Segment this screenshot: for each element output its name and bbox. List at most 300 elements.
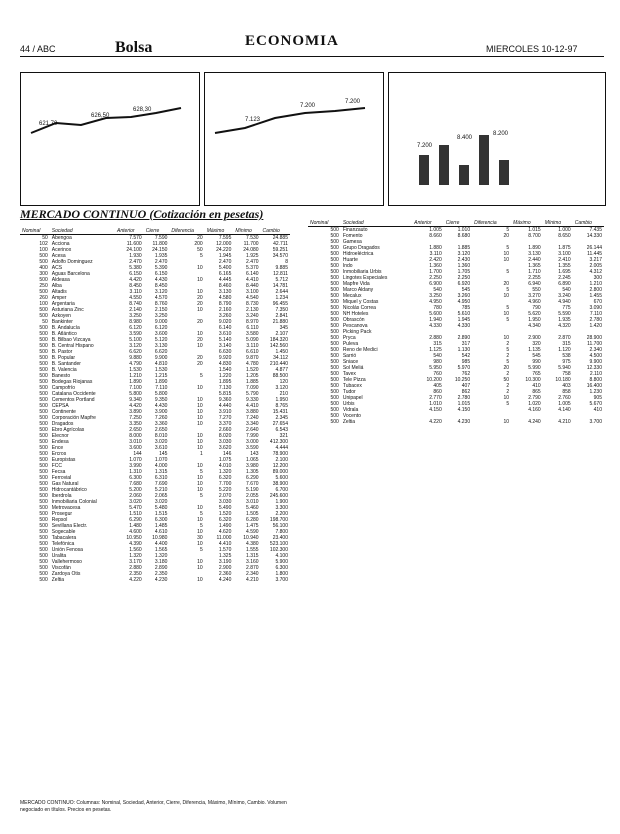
table-cell: 4.950: [457, 299, 471, 305]
table-cell: 4.220: [129, 577, 142, 583]
table-cell: 3.130: [154, 343, 168, 349]
table-cell: 8.740: [129, 301, 142, 307]
table-cell: 7.680: [129, 481, 142, 487]
table-cell: 1: [199, 451, 203, 457]
table-cell: 16.400: [586, 383, 602, 389]
table-cell: 1.540: [218, 367, 232, 373]
table-cell: 4.940: [558, 299, 571, 305]
table-cell: Aldeasa: [51, 277, 70, 283]
chart-1-label-3: 628,30: [133, 107, 152, 113]
table-cell: 7.110: [155, 385, 168, 391]
table-cell: 24.080: [243, 247, 259, 253]
table-cell: Bankinter: [51, 319, 73, 325]
table-cell: 500: [330, 419, 339, 425]
table-cell: 3.700: [275, 577, 288, 583]
table-cell: 500: [39, 493, 48, 499]
table-cell: 10: [197, 397, 203, 403]
table-cell: Sarrió: [342, 353, 357, 359]
table-cell: 5.210: [154, 487, 168, 493]
table-cell: 1.930: [129, 253, 142, 259]
table-cell: 500: [330, 245, 339, 251]
table-cell: 5.480: [154, 505, 168, 511]
table-cell: 5.100: [129, 337, 142, 343]
table-cell: 7.435: [589, 227, 602, 233]
table-cell: 500: [39, 349, 48, 355]
table-cell: 3.110: [429, 251, 442, 257]
chart-3: [388, 72, 606, 206]
table-cell: 4.580: [218, 295, 232, 301]
table-cell: 15.431: [272, 409, 288, 415]
table-cell: 3.980: [246, 463, 259, 469]
table-cell: 5.470: [129, 505, 142, 511]
table-cell: 102: [39, 241, 48, 247]
table-cell: 5.390: [154, 265, 168, 271]
table-cell: 3.910: [218, 409, 232, 415]
table-cell: 500: [39, 517, 48, 523]
table-cell: 3.700: [589, 419, 602, 425]
table-cell: 3.990: [129, 463, 142, 469]
table-cell: 4.010: [218, 463, 232, 469]
table-cell: 11.000: [216, 535, 232, 541]
table-cell: 550: [532, 287, 541, 293]
table-cell: 3.140: [218, 343, 232, 349]
table-cell: 3.020: [154, 499, 168, 505]
table-cell: 3.090: [589, 305, 602, 311]
table-cell: 2.900: [528, 335, 541, 341]
table-cell: 540: [433, 353, 442, 359]
table-cell: 500: [39, 547, 48, 553]
table-cell: 38.900: [272, 481, 288, 487]
table-cell: 3.250: [154, 313, 168, 319]
table-cell: 7.530: [246, 235, 259, 241]
table-cell: 5.490: [218, 505, 232, 511]
col-sociedad: Sociedad: [50, 224, 115, 235]
table-cell: 5.790: [246, 391, 259, 397]
table-cell: Urbis: [342, 401, 355, 407]
table-cell: 9.360: [218, 397, 232, 403]
table-cell: Continente: [51, 409, 76, 415]
table-cell: 1.570: [218, 547, 232, 553]
table-cell: 3.580: [246, 331, 259, 337]
table-cell: 3.110: [129, 289, 142, 295]
col-diferencia: Diferencia: [169, 224, 204, 235]
table-cell: 500: [39, 433, 48, 439]
table-cell: 542: [461, 353, 471, 359]
table-cell: Abengoa: [51, 235, 72, 241]
table-cell: 12.200: [272, 463, 288, 469]
table-cell: 1.305: [246, 469, 259, 475]
table-cell: 1.130: [457, 347, 471, 353]
table-cell: 500: [39, 361, 48, 367]
table-cell: 5: [506, 305, 510, 311]
table-cell: Catalana Occidente: [51, 391, 96, 397]
table-cell: 6.165: [218, 271, 232, 277]
table-cell: 500: [330, 251, 339, 257]
table-cell: 9.340: [129, 397, 142, 403]
table-cell: 500: [330, 299, 339, 305]
table-cell: 2.345: [275, 415, 288, 421]
table-cell: B. Bilbao Vizcaya: [51, 337, 91, 343]
table-cell: 10: [197, 277, 203, 283]
table-cell: 1.890: [154, 379, 168, 385]
table-cell: Altadis: [51, 289, 67, 295]
table-cell: 500: [39, 463, 48, 469]
table-cell: Zardoya Otis: [51, 571, 81, 577]
table-cell: 1.565: [154, 547, 168, 553]
table-cell: 975: [562, 359, 571, 365]
table-cell: Vidrala: [342, 407, 359, 413]
table-cell: 500: [330, 329, 339, 335]
table-cell: 1.505: [246, 511, 259, 517]
table-cell: 5.610: [457, 311, 471, 317]
table-cell: 10: [197, 331, 203, 337]
table-cell: 500: [330, 347, 339, 353]
table-cell: 2: [506, 353, 510, 359]
footnote: MERCADO CONTINUO: Columnas: Nominal, Sociedad, Anterior, Cierre, Diferencia, Máximo, Mínimo, Cambio. Volumen negociado en títulos. Precios en pesetas.: [20, 800, 287, 813]
table-cell: 9.900: [154, 355, 168, 361]
table-cell: 24.885: [272, 235, 288, 241]
table-cell: 1.885: [246, 379, 259, 385]
table-cell: 1.420: [589, 323, 602, 329]
table-cell: Mapfre Vida: [342, 281, 370, 287]
table-cell: 120: [279, 379, 288, 385]
table-cell: 500: [39, 577, 48, 583]
table-cell: 500: [330, 335, 339, 341]
chart-3-bar-3: [459, 165, 469, 185]
table-cell: 2.760: [558, 395, 571, 401]
table-cell: 34.112: [273, 355, 288, 361]
table-cell: Pescanova: [342, 323, 368, 329]
table-cell: 4.444: [275, 445, 288, 451]
table-cell: 980: [433, 359, 442, 365]
table-cell: 412.300: [269, 439, 288, 445]
table-cell: 500: [330, 353, 339, 359]
table-cell: Huarte: [342, 257, 358, 263]
table-cell: 10: [197, 481, 203, 487]
table-cell: Asturiana Zinc: [51, 307, 84, 313]
table-cell: 2: [506, 371, 510, 377]
table-cell: 540: [562, 287, 571, 293]
table-cell: 24.100: [126, 247, 142, 253]
table-cell: 9.000: [154, 319, 168, 325]
table-cell: 6.120: [129, 325, 142, 331]
table-cell: 500: [39, 385, 48, 391]
table-cell: 2.060: [129, 493, 142, 499]
table-cell: 9.880: [129, 355, 142, 361]
table-cell: 5: [506, 245, 510, 251]
table-cell: 5.380: [129, 265, 142, 271]
table-cell: 10: [197, 577, 203, 583]
table-cell: Cementos Portland: [51, 397, 95, 403]
table-cell: 2.340: [589, 347, 602, 353]
table-cell: 500: [330, 395, 339, 401]
table-cell: 500: [39, 487, 48, 493]
table-cell: 10.300: [525, 377, 541, 383]
table-cell: 1.065: [246, 457, 259, 463]
table-cell: 6.920: [457, 281, 471, 287]
table-cell: 4.445: [218, 277, 232, 283]
chart-1-plot: [21, 73, 199, 205]
table-cell: 1.070: [154, 457, 168, 463]
table-cell: 760: [433, 371, 442, 377]
table-cell: 3.180: [154, 559, 168, 565]
table-cell: 14.330: [586, 233, 602, 239]
table-cell: Tavex: [342, 371, 356, 377]
table-cell: 775: [562, 305, 571, 311]
table-cell: 56.100: [272, 523, 288, 529]
table-cell: 42.711: [273, 241, 288, 247]
table-cell: 500: [39, 499, 48, 505]
table-cell: 20: [197, 319, 203, 325]
table-cell: 500: [39, 403, 48, 409]
table-cell: 3.100: [246, 289, 259, 295]
table-cell: 10: [197, 343, 203, 349]
table-cell: 9.870: [246, 355, 259, 361]
table-cell: 500: [39, 469, 48, 475]
table-cell: 10: [503, 311, 510, 317]
table-cell: 2.160: [218, 307, 232, 313]
table-cell: 10: [503, 251, 510, 257]
table-cell: 88.500: [272, 373, 288, 379]
table-cell: 2.800: [589, 287, 602, 293]
table-cell: 2.140: [129, 307, 142, 313]
table-cell: 3.250: [429, 293, 442, 299]
table-cell: 540: [433, 287, 442, 293]
table-cell: 4.430: [154, 403, 168, 409]
table-cell: 20: [197, 235, 203, 241]
table-cell: 210.440: [269, 361, 288, 367]
table-cell: 20: [197, 301, 203, 307]
table-cell: 2: [506, 389, 510, 395]
table-cell: 1.320: [154, 553, 168, 559]
table-cell: 4.790: [129, 361, 142, 367]
table-cell: 10: [197, 463, 203, 469]
table-cell: 3.610: [218, 331, 232, 337]
table-cell: Picking Pack: [342, 329, 372, 335]
table-cell: 1.450: [275, 349, 288, 355]
table-cell: 10: [503, 395, 510, 401]
table-cell: 6.120: [154, 325, 168, 331]
table-cell: 5.940: [558, 365, 571, 371]
table-cell: 1.455: [589, 293, 602, 299]
table-cell: 500: [330, 407, 339, 413]
table-cell: 2.841: [275, 313, 288, 319]
table-cell: 3.170: [129, 559, 142, 565]
table-cell: 4.420: [129, 277, 142, 283]
table-cell: 2.470: [154, 259, 168, 265]
table-cell: 4.877: [275, 367, 288, 373]
table-cell: 2.640: [246, 427, 259, 433]
table-cell: 6.140: [218, 325, 232, 331]
table-cell: 2.644: [275, 289, 288, 295]
table-cell: 4.210: [246, 577, 259, 583]
table-cell: B. Andalucía: [51, 325, 80, 331]
table-cell: 500: [39, 415, 48, 421]
table-cell: 10: [197, 475, 203, 481]
chart-1: [20, 72, 200, 206]
table-cell: 50: [197, 247, 203, 253]
table-cell: 10: [197, 289, 203, 295]
table-cell: 8.760: [154, 301, 168, 307]
table-cell: 1.210: [129, 373, 142, 379]
table-cell: 2.880: [129, 565, 142, 571]
table-cell: Tele Pizza: [342, 377, 366, 383]
table-cell: 523.100: [269, 541, 288, 547]
chart-1-label-1: 621,70: [39, 121, 58, 127]
table-cell: 500: [330, 341, 339, 347]
col-nominal: Nominal: [20, 224, 50, 235]
table-cell: 2.250: [429, 275, 442, 281]
table-cell: 1.945: [457, 317, 471, 323]
table-cell: 500: [39, 541, 48, 547]
table-cell: Azkoyen: [51, 313, 71, 319]
table-cell: 4.140: [558, 407, 571, 413]
table-cell: 500: [39, 259, 48, 265]
table-cell: 1.135: [528, 347, 541, 353]
table-cell: 2.650: [129, 427, 142, 433]
table-cell: 5: [506, 347, 510, 353]
table-cell: 5.220: [218, 487, 232, 493]
table-cell: 10: [197, 517, 203, 523]
table-cell: 4.610: [154, 529, 168, 535]
table-cell: 500: [39, 439, 48, 445]
table-cell: 1.020: [528, 401, 541, 407]
table-cell: 500: [39, 355, 48, 361]
chart-3-bar-4: [479, 135, 489, 185]
table-cell: 6.280: [246, 517, 259, 523]
table-cell: 317: [461, 341, 471, 347]
table-cell: Sogecable: [51, 529, 76, 535]
table-cell: 500: [330, 377, 339, 383]
table-cell: 6.320: [218, 475, 232, 481]
table-cell: 500: [39, 397, 48, 403]
table-cell: 23.400: [272, 535, 288, 541]
table-cell: 2.470: [218, 259, 232, 265]
table-cell: 3.600: [154, 331, 168, 337]
table-cell: 3.340: [246, 421, 259, 427]
table-cell: 6.890: [558, 281, 571, 287]
table-cell: 500: [330, 371, 339, 377]
table-cell: 5.950: [429, 365, 442, 371]
table-cell: Prosegur: [51, 511, 73, 517]
table-cell: 670: [593, 299, 602, 305]
table-cell: Tabacalera: [51, 535, 77, 541]
table-cell: 10: [197, 421, 203, 427]
table-cell: 6.900: [429, 281, 442, 287]
table-cell: 5.120: [154, 337, 168, 343]
table-cell: 1.560: [129, 547, 142, 553]
table-cell: 4.230: [154, 577, 168, 583]
page-header: [0, 0, 620, 56]
table-cell: 1.935: [558, 317, 571, 323]
table-cell: 1.490: [218, 523, 232, 529]
table-cell: 3.217: [589, 257, 602, 263]
table-cell: 990: [532, 359, 541, 365]
table-cell: Gamesa: [342, 239, 362, 245]
table-cell: Amper: [51, 295, 67, 301]
table-cell: 4.440: [218, 403, 232, 409]
table-cell: 6.543: [275, 427, 288, 433]
table-cell: 4.830: [218, 361, 232, 367]
chart-3-label-2: 8.400: [457, 135, 473, 141]
table-cell: 34.570: [272, 253, 288, 259]
table-cell: 7.260: [154, 415, 168, 421]
table-cell: 5: [199, 493, 203, 499]
table-cell: 403: [562, 383, 571, 389]
table-cell: 11.700: [587, 341, 602, 347]
table-cell: 500: [330, 293, 339, 299]
col-anterior: Anterior: [412, 216, 444, 227]
table-cell: 5.970: [457, 365, 471, 371]
table-cell: 20: [197, 355, 203, 361]
table-cell: 184.320: [269, 337, 288, 343]
table-cell: 1.890: [129, 379, 142, 385]
table-cell: 2.420: [429, 257, 442, 263]
col-diferencia: Diferencia: [472, 216, 511, 227]
table-cell: 4.220: [429, 419, 442, 425]
section-bolsa: Bolsa: [115, 39, 153, 56]
table-cell: 985: [461, 359, 471, 365]
table-cell: Pryca: [342, 335, 356, 341]
table-cell: 2.250: [457, 275, 471, 281]
table-cell: 500: [330, 311, 339, 317]
table-cell: 2.360: [218, 571, 232, 577]
charts-strip: [20, 72, 604, 204]
table-cell: 11.445: [587, 251, 602, 257]
table-cell: 500: [39, 373, 48, 379]
table-cell: 30: [197, 535, 203, 541]
table-cell: 500: [39, 511, 48, 517]
table-cell: 2.790: [528, 395, 541, 401]
table-cell: 4.340: [528, 323, 541, 329]
table-cell: Adolfo Dominguez: [51, 259, 93, 265]
table-cell: 89.000: [272, 469, 288, 475]
col-maximo: Máximo: [511, 216, 543, 227]
col-cierre: Cierre: [444, 216, 472, 227]
table-cell: 4.420: [129, 403, 142, 409]
table-cell: 6.320: [218, 517, 232, 523]
table-cell: 3.010: [246, 499, 259, 505]
table-cell: Tudor: [342, 389, 356, 395]
table-cell: 4.590: [246, 529, 259, 535]
table-cell: 500: [330, 401, 339, 407]
table-cell: 4.950: [429, 299, 442, 305]
table-cell: 6.300: [275, 565, 288, 571]
table-cell: B. Valencia: [51, 367, 77, 373]
table-cell: 102.300: [269, 547, 288, 553]
table-cell: 2.870: [558, 335, 571, 341]
table-cell: 500: [330, 227, 339, 233]
table-cell: 3.120: [457, 251, 471, 257]
table-cell: 6.300: [129, 475, 142, 481]
table-cell: 100: [39, 247, 48, 253]
table-cell: 3.590: [129, 331, 142, 337]
table-cell: 500: [39, 337, 48, 343]
table-cell: 1.695: [558, 269, 571, 275]
table-cell: 20: [197, 295, 203, 301]
table-cell: 3.260: [218, 313, 232, 319]
chart-2-plot: [205, 73, 383, 205]
table-cell: 20: [197, 361, 203, 367]
table-cell: 7.100: [129, 385, 142, 391]
table-cell: 10: [197, 265, 203, 271]
table-cell: 2.470: [129, 259, 142, 265]
table-cell: 9.885: [275, 265, 288, 271]
table-cell: 1.355: [558, 263, 571, 269]
table-cell: 5: [506, 227, 510, 233]
table-cell: 2.900: [218, 565, 232, 571]
table-cell: 500: [330, 269, 339, 275]
